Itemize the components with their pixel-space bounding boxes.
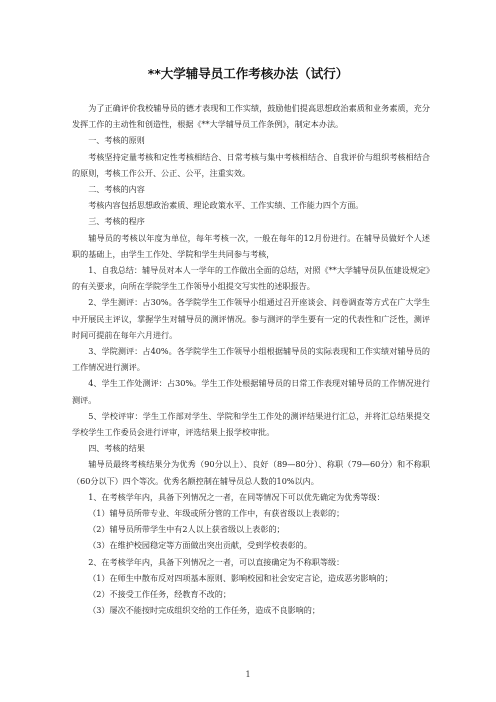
- sub-list-item: （3）在维护校园稳定等方面做出突出贡献，受到学校表彰的。: [88, 540, 312, 551]
- body-paragraph: 考核内容包括思想政治素质、理论政策水平、工作实绩、工作能力四个方面。: [88, 200, 364, 211]
- section-heading: 三、考核的程序: [88, 216, 145, 227]
- list-item: 2、学生测评：占30%。各学院学生工作领导小组通过召开座谈会、问卷调查等方式在广大学生中开展民主评议，掌握学生对辅导员的测评情况。参与测评的学生要有一定的代表性和广泛性，测评时间可提前在每年六月进行。: [72, 297, 430, 340]
- list-item: 1、自我总结：辅导员对本人一学年的工作做出全面的总结，对照《**大学辅导员队伍建设规定》的有关要求，向所在学院学生工作领导小组提交写实性的述职报告。: [72, 265, 430, 292]
- page-number: 1: [245, 670, 251, 679]
- list-item: 1、在考核学年内，具备下列情况之一者，在同等情况下可以优先确定为优秀等级：: [88, 491, 385, 502]
- body-paragraph: 考核坚持定量考核和定性考核相结合、日常考核与集中考核相结合、自我评价与组织考核相结合的原则，考核工作公开、公正、公平，注重实效。: [72, 151, 430, 178]
- body-paragraph: 辅导员最终考核结果分为优秀（90分以上）、良好（89—80分）、称职（79—60分）和不称职（60分以下）四个等次。优秀名额控制在辅导员总人数的10%以内。: [72, 459, 430, 486]
- body-paragraph: 为了正确评价我校辅导员的德才表现和工作实绩，鼓励他们提高思想政治素质和业务素质，充分发挥工作的主动性和创造性，根据《**大学辅导员工作条例》，制定本办法。: [72, 103, 430, 130]
- list-item: 5、学校评审：学生工作部对学生、学院和学生工作处的测评结果进行汇总，并将汇总结果提交学校学生工作委员会进行评审，评选结果上报学校审批。: [72, 410, 430, 438]
- sub-list-item: （2）辅导员所带学生中有2人以上获省级以上表彰的；: [88, 524, 285, 535]
- section-heading: 四、考核的结果: [88, 443, 145, 454]
- section-heading: 二、考核的内容: [88, 184, 145, 195]
- sub-list-item: （1）在师生中散布反对四项基本原则、影响校园和社会安定言论，造成恶劣影响的；: [88, 572, 393, 583]
- list-item: 2、在考核学年内，具备下列情况之一者，可以直接确定为不称职等级：: [88, 556, 345, 567]
- sub-list-item: （3）屡次不能按时完成组织交给的工作任务，造成不良影响的；: [88, 605, 320, 616]
- section-heading: 一、考核的原则: [88, 135, 145, 146]
- body-paragraph: 辅导员的考核以年度为单位，每年考核一次，一般在每年的12月份进行。在辅导员做好个人述职的基础上，由学生工作处、学院和学生共同参与考核，: [72, 232, 430, 259]
- document-title: **大学辅导员工作考核办法（试行）: [147, 66, 349, 81]
- document-body: [72, 100, 430, 619]
- list-item: 3、学院测评：占40%。各学院学生工作领导小组根据辅导员的实际表现和工作实绩对辅导员的工作情况进行测评。: [72, 346, 430, 373]
- sub-list-item: （1）辅导员所带专业、年级或所分管的工作中，有获省级以上表彰的；: [88, 508, 345, 519]
- list-item: 4、学生工作处测评：占30%。学生工作处根据辅导员的日常工作表现对辅导员的工作情况进行测评。: [72, 378, 430, 405]
- sub-list-item: （2）不接受工作任务，经教育不改的；: [88, 589, 231, 600]
